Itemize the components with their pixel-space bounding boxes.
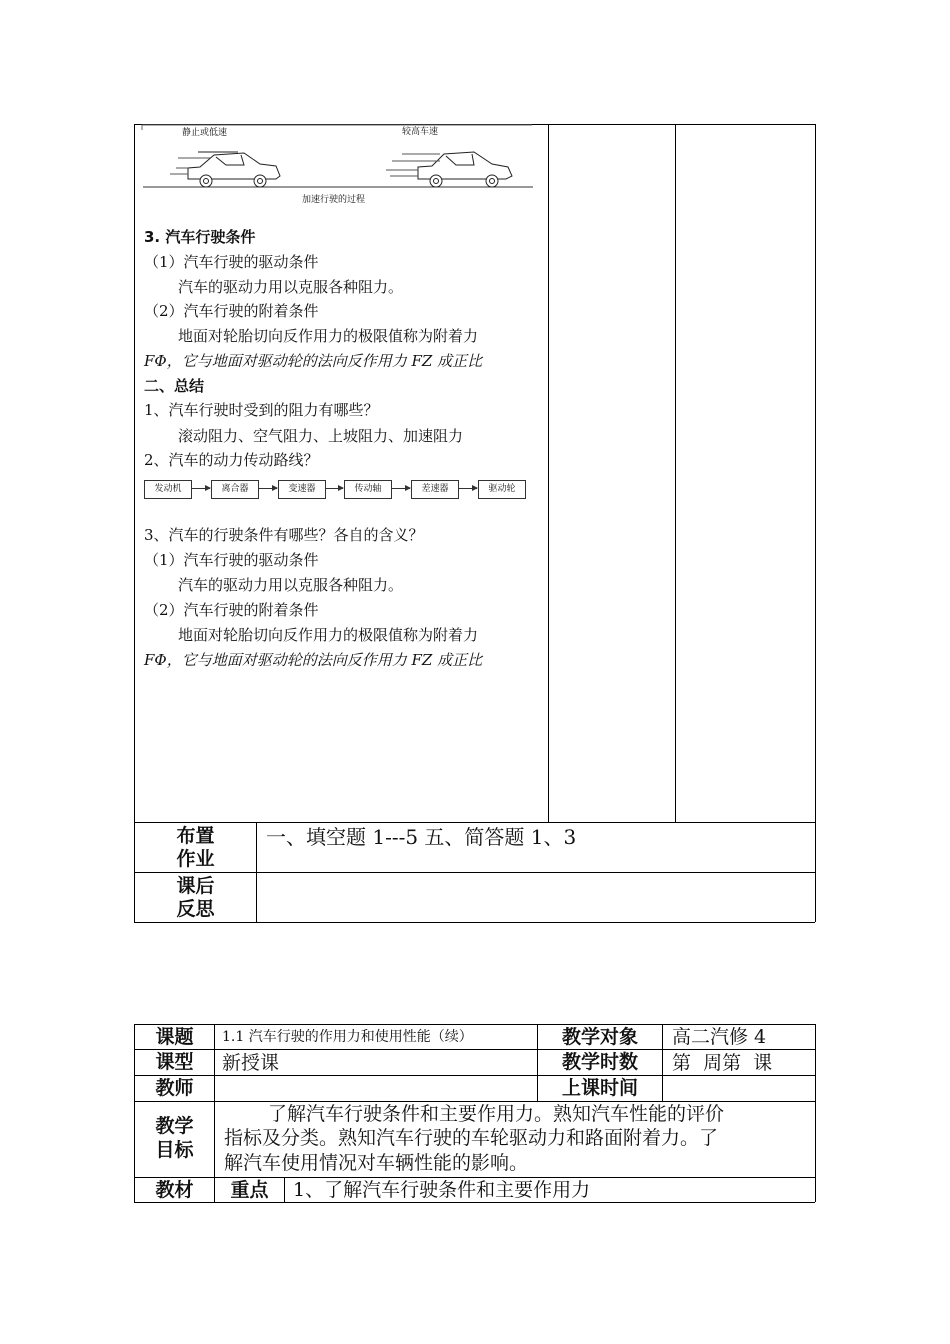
flow-arrow-3 (325, 488, 343, 489)
homework-row-top-border (134, 822, 815, 823)
key-value: 1、了解汽车行驶条件和主要作用力 (293, 1179, 591, 1201)
goal-label-line1: 教学 (155, 1115, 194, 1137)
figure-label-left: 静止或低速 (182, 128, 228, 138)
flow-step-engine: 发动机 (144, 480, 192, 499)
goal-line-3: 解汽车使用情况对车辆性能的影响。 (224, 1152, 529, 1174)
flow-arrow-4 (391, 488, 410, 489)
lesson-row-line-1 (134, 1049, 815, 1050)
goal-line-1: 了解汽车行驶条件和主要作用力。熟知汽车性能的评价 (268, 1103, 725, 1125)
car-right (386, 152, 512, 187)
summary-q3-item1-text: 汽车的驱动力用以克服各种阻力。 (178, 576, 404, 594)
goal-label (135, 1114, 214, 1162)
lesson-label-divider (214, 1024, 215, 1202)
summary-heading: 二、总结 (144, 377, 205, 395)
section3-item1: （1）汽车行驶的驱动条件 (144, 253, 319, 271)
key-label: 重点 (230, 1179, 269, 1201)
flow-step-gearbox: 变速器 (278, 480, 326, 499)
topic-label: 课题 (155, 1026, 194, 1048)
upper-table-col-divider-1 (548, 124, 549, 822)
figure-caption: 加速行驶的过程 (302, 195, 366, 205)
lesson-row-line-2 (134, 1075, 815, 1076)
topic-value: 1.1 汽车行驶的作用力和使用性能（续） (222, 1029, 473, 1045)
summary-q3-item1: （1）汽车行驶的驱动条件 (144, 551, 319, 569)
car-acceleration-figure (140, 124, 540, 210)
section3-item1-text: 汽车的驱动力用以克服各种阻力。 (178, 278, 404, 296)
lesson-table-right (815, 1024, 816, 1202)
section3-heading: 3. 汽车行驶条件 (144, 228, 256, 246)
goal-line-2: 指标及分类。熟知汽车行驶的车轮驱动力和路面附着力。了 (224, 1127, 719, 1149)
reflection-label-line1: 课后 (176, 875, 215, 897)
lesson-table-bottom (134, 1202, 815, 1203)
summary-a1: 滚动阻力、空气阻力、上坡阻力、加速阻力 (178, 427, 464, 445)
upper-table-bottom-border (134, 922, 815, 923)
car-left (170, 152, 280, 187)
flow-step-clutch: 离合器 (211, 480, 259, 499)
hours-value: 第 周第 课 (672, 1052, 773, 1074)
time-label: 上课时间 (561, 1077, 638, 1099)
audience-label: 教学对象 (561, 1026, 638, 1048)
summary-q3-item2-text-b: FΦ，它与地面对驱动轮的法向反作用力 FZ 成正比 (144, 651, 483, 669)
summary-q3-item2-text-a: 地面对轮胎切向反作用力的极限值称为附着力 (178, 626, 479, 644)
flow-step-driveshaft: 传动轴 (344, 480, 392, 499)
flow-arrow-5 (458, 488, 477, 489)
homework-content: 一、填空题 1---5 五、简答题 1、3 (266, 825, 577, 849)
summary-q1: 1、汽车行驶时受到的阻力有哪些？ (144, 401, 379, 419)
lesson-key-divider (284, 1177, 285, 1202)
type-label: 课型 (155, 1051, 194, 1073)
material-label: 教材 (155, 1179, 194, 1201)
reflection-label (135, 875, 256, 921)
flow-arrow-2 (258, 488, 277, 489)
summary-q3-item2: （2）汽车行驶的附着条件 (144, 601, 319, 619)
flow-arrow-1 (191, 488, 210, 489)
flow-step-drive-wheel: 驱动轮 (478, 480, 526, 499)
summary-q2: 2、汽车的动力传动路线？ (144, 451, 319, 469)
reflection-row-top-border (134, 872, 815, 873)
hours-label: 教学时数 (561, 1051, 638, 1073)
homework-label-line1: 布置 (176, 825, 215, 847)
upper-table-col-divider-2 (675, 124, 676, 822)
lesson-right-divider (662, 1024, 663, 1101)
figure-label-right: 较高车速 (402, 127, 439, 137)
reflection-label-line2: 反思 (176, 898, 215, 920)
section3-item2-text-b: FΦ，它与地面对驱动轮的法向反作用力 FZ 成正比 (144, 352, 483, 370)
teacher-label: 教师 (155, 1077, 194, 1099)
homework-label-line2: 作业 (176, 848, 215, 870)
audience-value: 高二汽修 4 (672, 1026, 767, 1048)
upper-table-left-border (134, 124, 135, 922)
section3-item2: （2）汽车行驶的附着条件 (144, 302, 319, 320)
goal-label-line2: 目标 (155, 1139, 194, 1161)
upper-table-right-border (815, 124, 816, 922)
summary-q3: 3、汽车的行驶条件有哪些？各自的含义？ (144, 526, 424, 544)
homework-label (135, 825, 256, 871)
type-value: 新授课 (222, 1052, 280, 1074)
flow-step-differential: 差速器 (411, 480, 459, 499)
homework-label-divider (256, 822, 257, 922)
section3-item2-text-a: 地面对轮胎切向反作用力的极限值称为附着力 (178, 327, 479, 345)
